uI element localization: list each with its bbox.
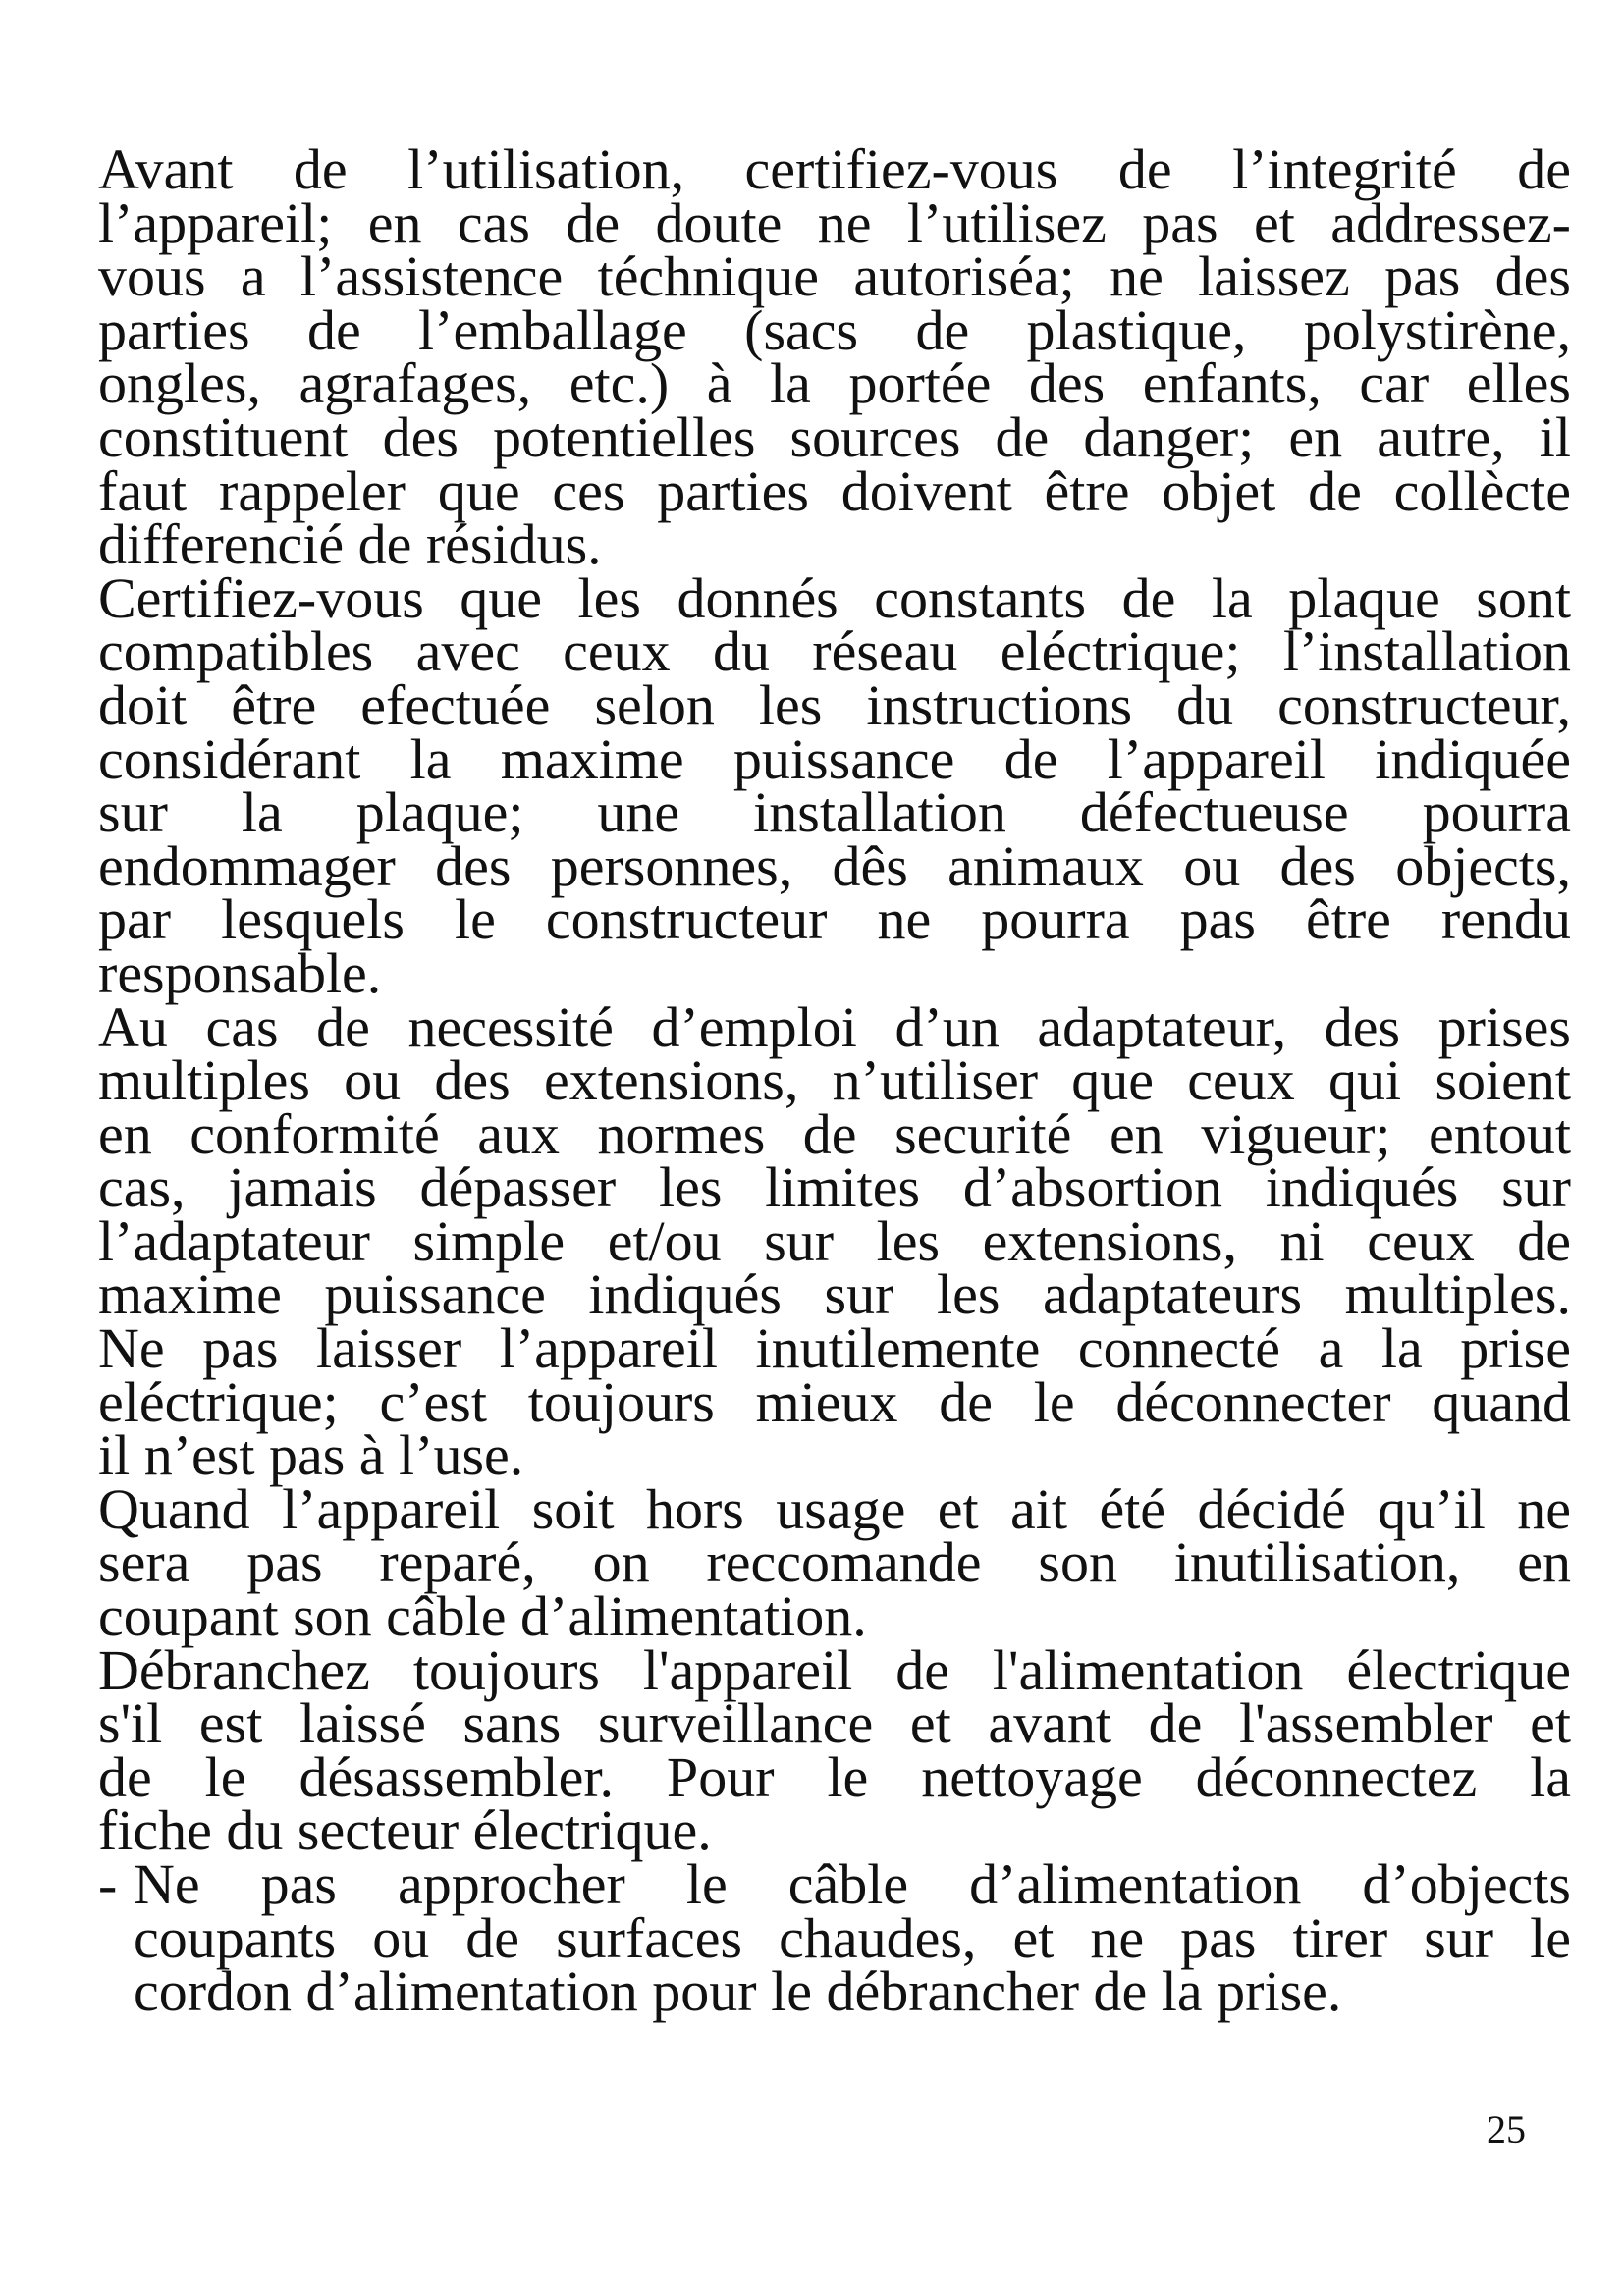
text-line: considérant la maxime puissance de l’appareil indiquée: [98, 726, 1571, 791]
text-line: il n’est pas à l’use.: [98, 1423, 524, 1488]
text-line: Ne pas laisser l’appareil inutilemente connecté a la prise: [98, 1316, 1571, 1381]
text-line: Quand l’appareil soit hors usage et ait été décidé qu’il ne: [98, 1476, 1571, 1541]
text-line: Ne pas approcher le câble d’alimentation d’objects: [134, 1852, 1571, 1916]
text-line: faut rappeler que ces parties doivent être objet de collècte: [98, 458, 1571, 523]
paragraph-disconnect: [98, 1316, 1571, 1488]
paragraph-integrity-check: [98, 137, 1571, 577]
text-line: de le désassembler. Pour le nettoyage déconnectez la: [98, 1744, 1571, 1809]
bullet-dash: -: [98, 1852, 118, 1916]
bullet-item-cable: [98, 1852, 1571, 2024]
paragraph-unplug: [98, 1637, 1571, 1863]
text-line: cas, jamais dépasser les limites d’absortion indiqués sur: [98, 1155, 1571, 1220]
body-text: [98, 137, 1571, 2024]
text-line: sur la plaque; une installation défectueuse pourra: [98, 780, 1571, 845]
text-line: ongles, agrafages, etc.) à la portée des enfants, car elles: [98, 351, 1571, 416]
text-line: l’adaptateur simple et/ou sur les extensions, ni ceux de: [98, 1208, 1571, 1273]
text-line: endommager des personnes, dês animaux ou des objects,: [98, 833, 1571, 898]
paragraph-plate-compatibility: [98, 565, 1571, 1005]
text-line: Au cas de necessité d’emploi d’un adaptateur, des prises: [98, 994, 1571, 1059]
text-line: responsable.: [98, 940, 382, 1005]
page-number: 25: [1487, 2108, 1526, 2152]
paragraph-adapters: [98, 994, 1571, 1327]
text-line: Avant de l’utilisation, certifiez-vous de l’integrité de: [98, 137, 1571, 201]
text-line: Certifiez-vous que les donnés constants de la plaque sont: [98, 565, 1571, 630]
text-line: Débranchez toujours l'appareil de l'alimentation électrique: [98, 1637, 1571, 1702]
text-line: coupant son câble d’alimentation.: [98, 1584, 867, 1649]
text-line: eléctrique; c’est toujours mieux de le déconnecter quand: [98, 1369, 1571, 1434]
text-line: multiples ou des extensions, n’utiliser que ceux qui soient: [98, 1048, 1571, 1113]
text-line: en conformité aux normes de securité en vigueur; entout: [98, 1101, 1571, 1166]
text-line: maxime puissance indiqués sur les adaptateurs multiples.: [98, 1262, 1571, 1327]
text-line: fiche du secteur électrique.: [98, 1798, 712, 1863]
text-line: differencié de résidus.: [98, 512, 602, 577]
text-line: par lesquels le constructeur ne pourra pas être rendu: [98, 887, 1571, 952]
text-line: constituent des potentielles sources de danger; en autre, il: [98, 404, 1571, 469]
text-line: l’appareil; en cas de doute ne l’utilisez pas et addressez-: [98, 190, 1571, 255]
paragraph-out-of-use: [98, 1476, 1571, 1649]
text-line: doit être efectuée selon les instructions du constructeur,: [98, 672, 1571, 737]
text-line: s'il est laissé sans surveillance et avant de l'assembler et: [98, 1691, 1571, 1756]
text-line: vous a l’assistence téchnique autoriséa; ne laissez pas des: [98, 244, 1571, 309]
text-line: parties de l’emballage (sacs de plastique, polystirène,: [98, 297, 1571, 362]
text-line: sera pas reparé, on reccomande son inutilisation, en: [98, 1530, 1571, 1595]
text-line: compatibles avec ceux du réseau eléctrique; l’installation: [98, 619, 1571, 684]
text-line: cordon d’alimentation pour le débrancher de la prise.: [134, 1959, 1342, 2024]
text-line: coupants ou de surfaces chaudes, et ne pas tirer sur le: [134, 1905, 1571, 1970]
